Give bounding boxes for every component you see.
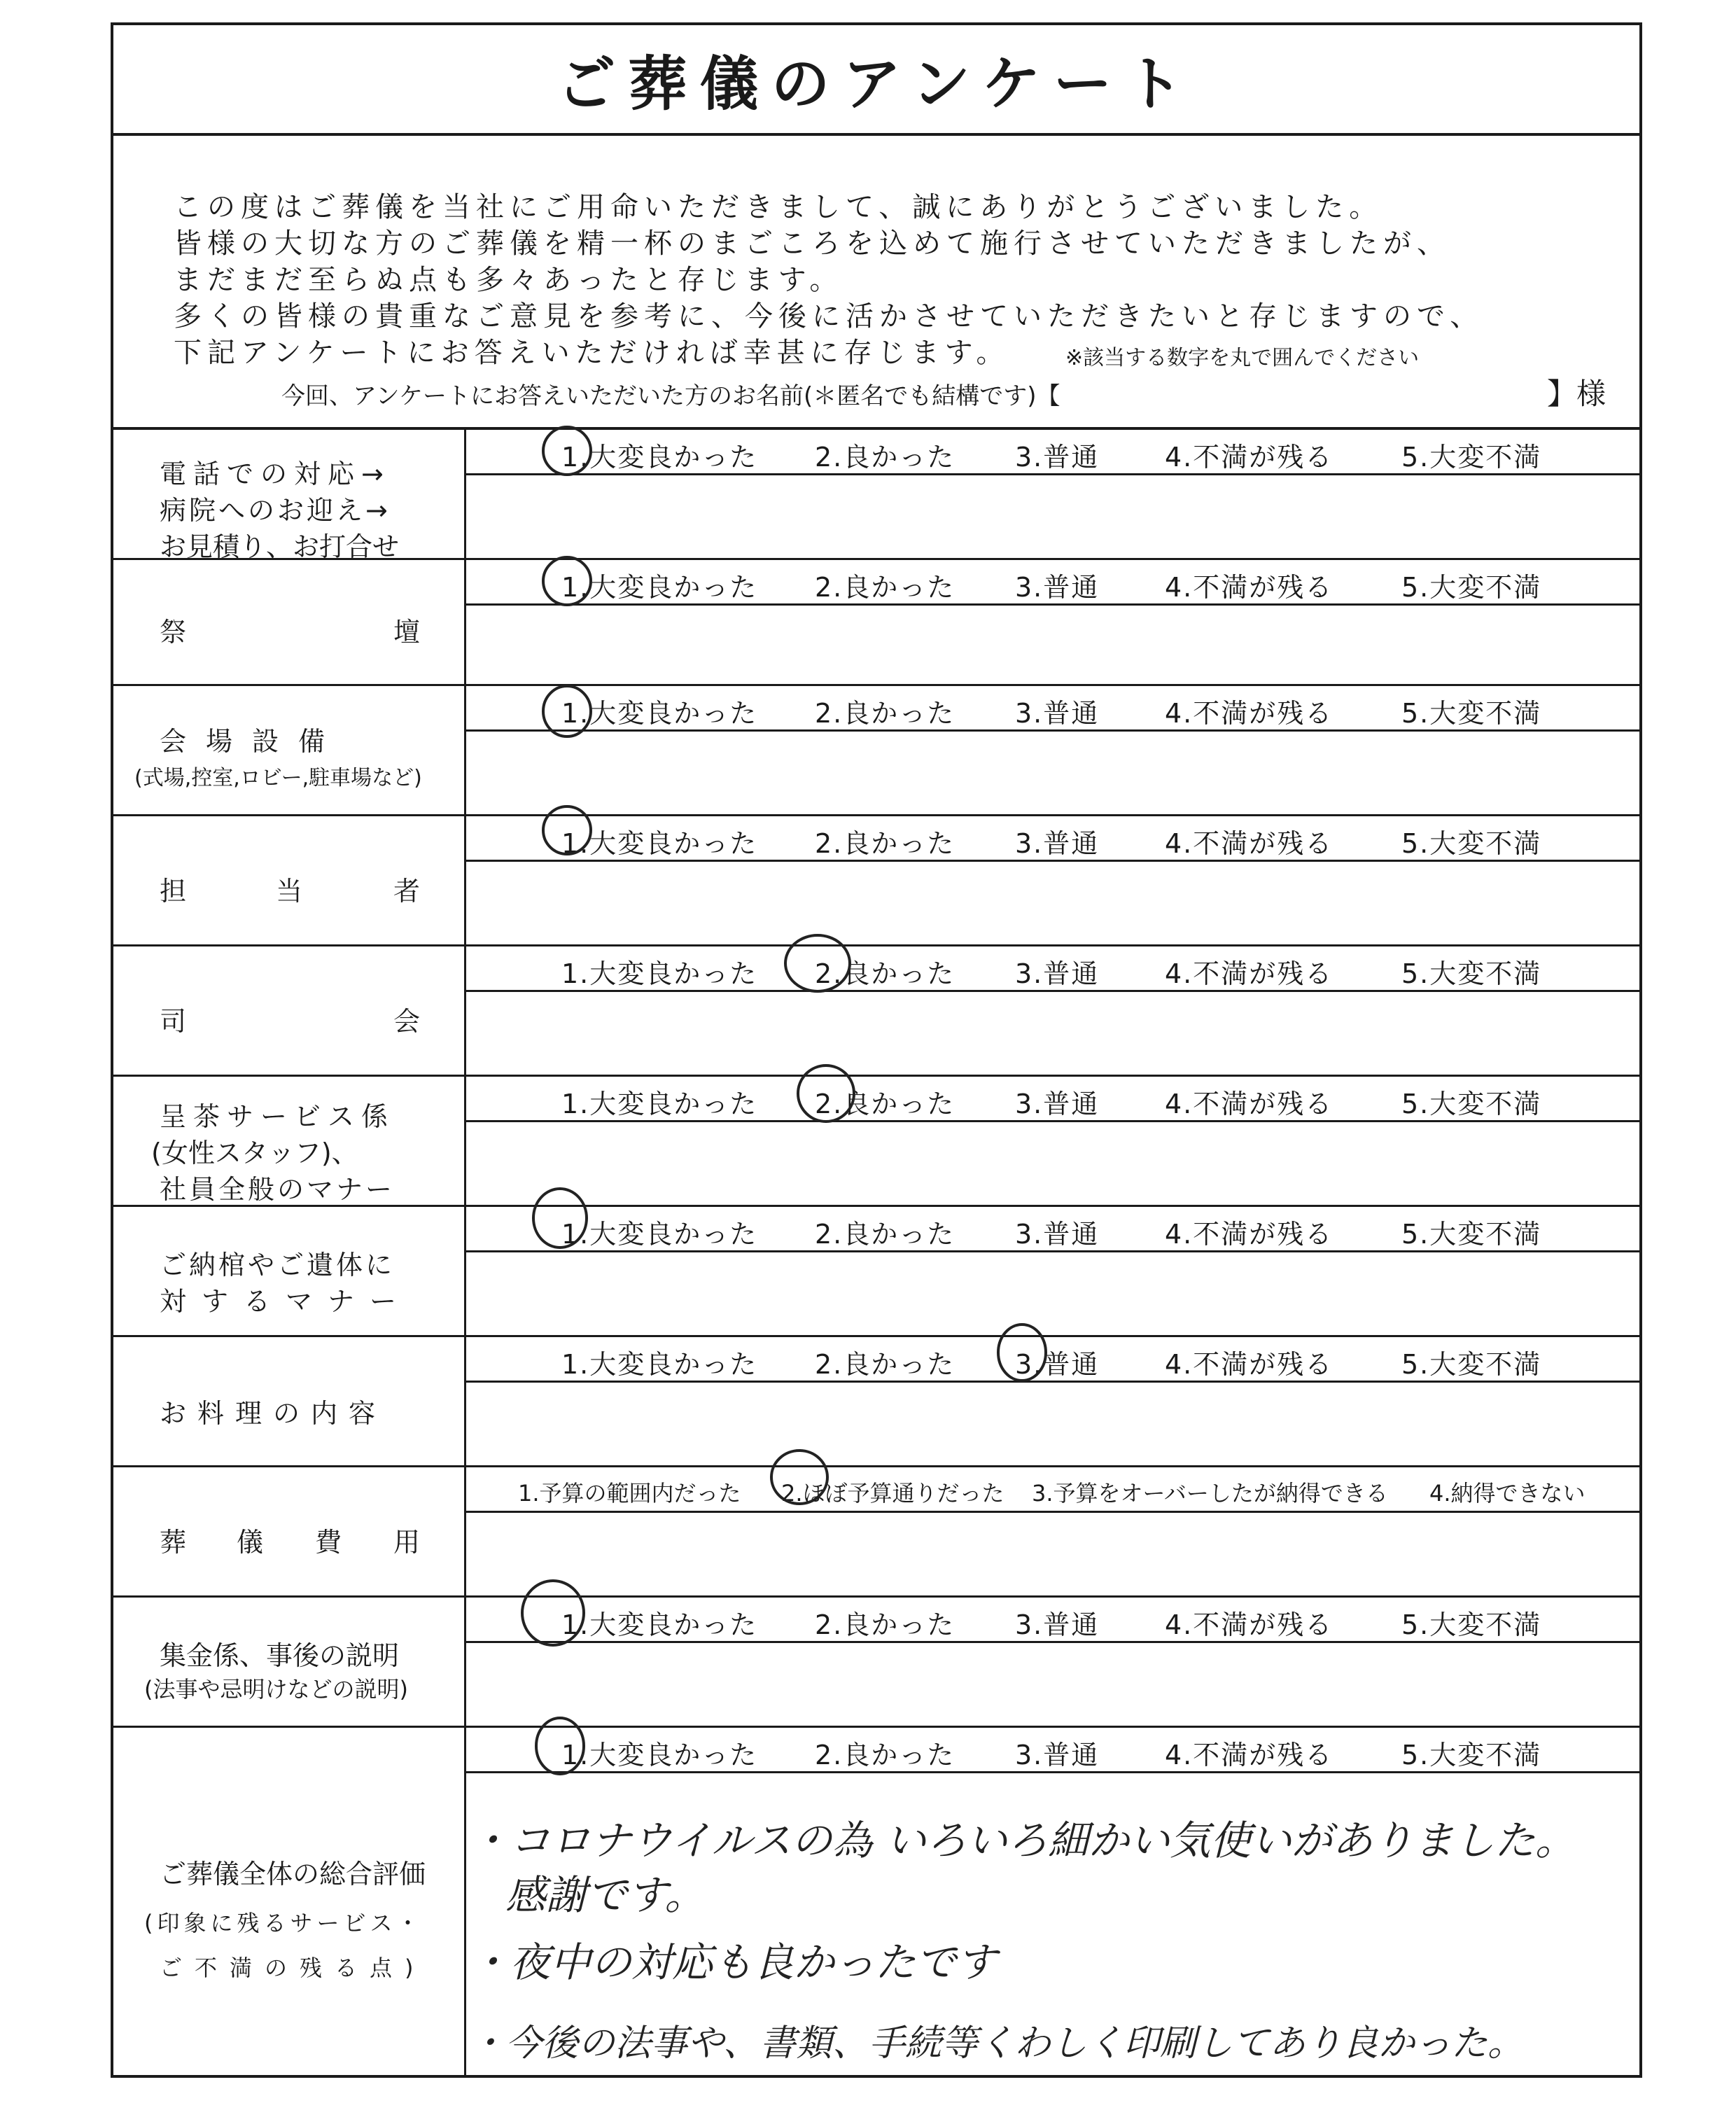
question-label-cell (113, 1728, 466, 2075)
intro-line: 皆様の大切な方のご葬儀を精一杯のまごころを込めて施行させていただきましたが、 (174, 228, 1450, 260)
option-2[interactable]: 2.良かった (815, 1609, 955, 1640)
option-5[interactable]: 5.大変不満 (1401, 572, 1542, 603)
question-label: 用 (393, 1527, 421, 1558)
option-4[interactable]: 4.不満が残る (1165, 1219, 1334, 1250)
handwritten-comment: 感謝です。 (505, 1871, 706, 1919)
intro-line: 多くの皆様の貴重なご意見を参考に、今後に活かさせていただきたいと存じますので、 (174, 300, 1484, 333)
question-label: 会場設備 (160, 726, 345, 757)
option-2[interactable]: 2.良かった (815, 572, 955, 603)
question-label: お見積り、お打合せ (160, 531, 400, 562)
question-label-cell (113, 1467, 466, 1595)
option-2[interactable]: 2.良かった (815, 958, 955, 989)
option-2[interactable]: 2.良かった (815, 698, 955, 729)
question-label-cell (113, 1337, 466, 1465)
question-label: 社員全般のマナー (160, 1174, 396, 1205)
question-label: (女性スタッフ)、 (151, 1138, 358, 1168)
question-label: (法事や忌明けなどの説明) (144, 1676, 408, 1703)
option-1[interactable]: 1.大変良かった (561, 1219, 758, 1250)
question-label-cell (113, 1598, 466, 1726)
question-label: 祭 (160, 617, 187, 648)
question-label-cell (113, 1077, 466, 1205)
question-label: 当 (276, 876, 303, 907)
handwritten-comment: ・今後の法事や、書類、手続等くわしく印刷してあり良かった。 (469, 2022, 1524, 2064)
question-label: 会 (393, 1006, 421, 1037)
option-1[interactable]: 1.大変良かった (561, 1740, 758, 1770)
question-label: 電話での対応→ (160, 459, 391, 489)
option-3[interactable]: 3.普通 (1015, 698, 1100, 729)
question-label-cell (113, 686, 466, 814)
question-row-phone (113, 430, 1639, 560)
question-label: 病院へのお迎え→ (160, 495, 391, 526)
option-4[interactable]: 4.不満が残る (1165, 1349, 1334, 1380)
question-label: ご納棺やご遺体に (160, 1250, 396, 1280)
option-5[interactable]: 5.大変不満 (1401, 1349, 1542, 1380)
option-2[interactable]: 2.良かった (815, 1349, 955, 1380)
question-label: 対するマナー (160, 1286, 412, 1317)
option-3[interactable]: 3.普通 (1015, 1089, 1100, 1119)
budget-option-1[interactable]: 1.予算の範囲内だった (518, 1480, 741, 1507)
option-4[interactable]: 4.不満が残る (1165, 442, 1334, 473)
question-label-cell (113, 1207, 466, 1335)
option-3[interactable]: 3.普通 (1015, 1740, 1100, 1770)
question-label: ご葬儀全体の総合評価 (160, 1859, 426, 1889)
question-label: 壇 (393, 617, 421, 648)
option-1[interactable]: 1.大変良かった (561, 1089, 758, 1119)
option-5[interactable]: 5.大変不満 (1401, 442, 1542, 473)
question-label: 儀 (237, 1527, 264, 1558)
budget-option-2[interactable]: 2.ほぼ予算通りだった (781, 1480, 1004, 1507)
option-5[interactable]: 5.大変不満 (1401, 1089, 1542, 1119)
option-2[interactable]: 2.良かった (815, 828, 955, 859)
option-5[interactable]: 5.大変不満 (1401, 958, 1542, 989)
question-label: 担 (160, 876, 187, 907)
question-label-cell (113, 430, 466, 562)
instruction-note: ※該当する数字を丸で囲んでください (1065, 346, 1420, 370)
handwritten-comment: ・夜中の対応も良かったです (469, 1938, 997, 1986)
question-row-cost (113, 1467, 1639, 1598)
handwritten-comment: ・コロナウイルスの為 いろいろ細かい気使いがありました。 (469, 1817, 1576, 1864)
option-2[interactable]: 2.良かった (815, 1740, 955, 1770)
option-1[interactable]: 1.大変良かった (561, 958, 758, 989)
option-3[interactable]: 3.普通 (1015, 1349, 1100, 1380)
question-label: 呈茶サービス係 (160, 1101, 396, 1132)
option-5[interactable]: 5.大変不満 (1401, 698, 1542, 729)
option-1[interactable]: 1.大変良かった (561, 442, 758, 473)
intro-line: この度はご葬儀を当社にご用命いただきまして、誠にありがとうございました。 (174, 191, 1383, 223)
question-label-cell (113, 946, 466, 1075)
intro-line: 下記アンケートにお答えいただければ幸甚に存じます。 (174, 337, 1010, 369)
intro-line: まだまだ至らぬ点も多々あったと存じます。 (174, 264, 844, 296)
option-4[interactable]: 4.不満が残る (1165, 572, 1334, 603)
question-label: (印象に残るサービス・ (144, 1910, 424, 1936)
question-label: 者 (393, 876, 421, 907)
question-row-collection (113, 1598, 1639, 1728)
intro-section (113, 136, 1639, 430)
question-row-venue (113, 686, 1639, 816)
option-5[interactable]: 5.大変不満 (1401, 1609, 1542, 1640)
option-3[interactable]: 3.普通 (1015, 572, 1100, 603)
question-row-altar (113, 560, 1639, 686)
question-label: 司 (160, 1006, 187, 1037)
option-1[interactable]: 1.大変良かった (561, 828, 758, 859)
question-row-encoffining (113, 1207, 1639, 1337)
option-2[interactable]: 2.良かった (815, 1089, 955, 1119)
option-1[interactable]: 1.大変良かった (561, 698, 758, 729)
option-4[interactable]: 4.不満が残る (1165, 958, 1334, 989)
question-label: お料理の内容 (160, 1398, 387, 1429)
option-1[interactable]: 1.大変良かった (561, 572, 758, 603)
option-2[interactable]: 2.良かった (815, 442, 955, 473)
option-4[interactable]: 4.不満が残る (1165, 1609, 1334, 1640)
name-prompt: 今回、アンケートにお答えいただいた方のお名前(＊匿名でも結構です)【 (281, 382, 1060, 410)
question-label: 集金係、事後の説明 (160, 1640, 400, 1671)
question-row-staff (113, 816, 1639, 946)
question-label: (式場,控室,ロビー,駐車場など) (134, 766, 422, 790)
option-5[interactable]: 5.大変不満 (1401, 1219, 1542, 1250)
question-label: ご不満の残る点) (160, 1955, 426, 1981)
option-3[interactable]: 3.普通 (1015, 1609, 1100, 1640)
survey-form (111, 22, 1642, 2078)
option-4[interactable]: 4.不満が残る (1165, 1089, 1334, 1119)
option-3[interactable]: 3.普通 (1015, 1219, 1100, 1250)
question-label-cell (113, 816, 466, 944)
question-row-tea-service (113, 1077, 1639, 1207)
option-3[interactable]: 3.普通 (1015, 828, 1100, 859)
option-1[interactable]: 1.大変良かった (561, 1349, 758, 1380)
option-4[interactable]: 4.不満が残る (1165, 828, 1334, 859)
option-3[interactable]: 3.普通 (1015, 442, 1100, 473)
name-suffix: 】様 (1547, 377, 1606, 411)
question-label-cell (113, 560, 466, 684)
budget-option-4[interactable]: 4.納得できない (1429, 1480, 1586, 1507)
option-3[interactable]: 3.普通 (1015, 958, 1100, 989)
option-1[interactable]: 1.大変良かった (561, 1609, 758, 1640)
form-title: ご葬儀のアンケート (113, 25, 1639, 136)
question-row-food (113, 1337, 1639, 1467)
option-5[interactable]: 5.大変不満 (1401, 1740, 1542, 1770)
options-divider (466, 1511, 1639, 1513)
question-label: 葬 (160, 1527, 187, 1558)
question-row-mc (113, 946, 1639, 1077)
budget-option-3[interactable]: 3.予算をオーバーしたが納得できる (1032, 1480, 1388, 1507)
question-label: 費 (315, 1527, 342, 1558)
option-4[interactable]: 4.不満が残る (1165, 1740, 1334, 1770)
option-5[interactable]: 5.大変不満 (1401, 828, 1542, 859)
option-2[interactable]: 2.良かった (815, 1219, 955, 1250)
option-4[interactable]: 4.不満が残る (1165, 698, 1334, 729)
